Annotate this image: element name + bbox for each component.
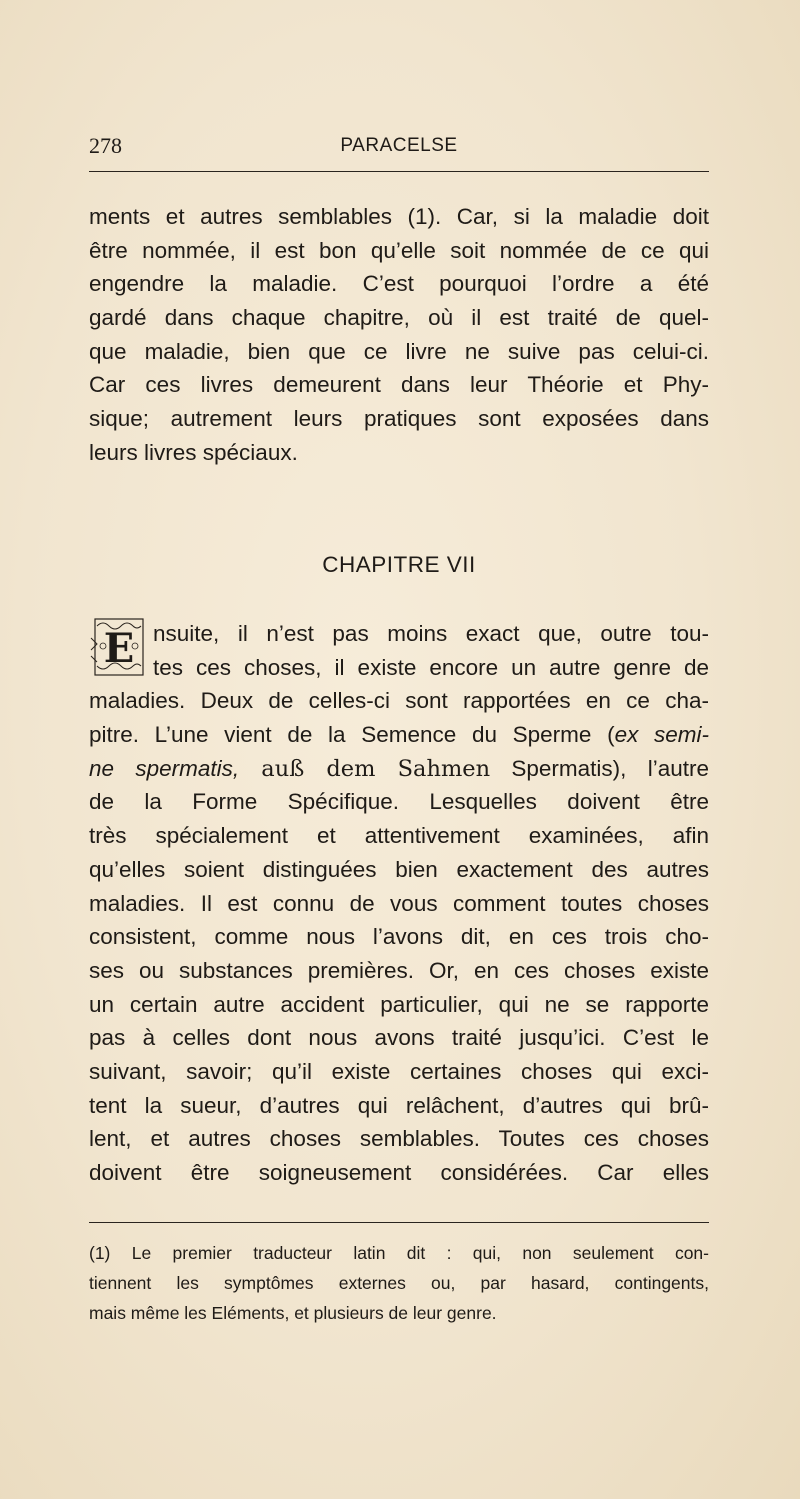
text-line: qu’elles soient distinguées bien exactement des autres <box>89 856 709 882</box>
running-title: PARACELSE <box>340 135 458 156</box>
text-line: sique; autrement leurs pratiques sont exposées dans <box>89 406 709 432</box>
page-number: 278 <box>89 133 122 158</box>
text-line: pas à celles dont nous avons traité jusqu’ici. C’est le <box>89 1025 709 1051</box>
drop-cap-letter: E <box>103 625 135 672</box>
text-line: Car ces livres demeurent dans leur Théorie et Phy- <box>89 372 709 398</box>
text-line: lent, et autres choses semblables. Toutes ces choses <box>89 1126 709 1152</box>
header-rule <box>89 171 709 172</box>
latin-italic-segment: ne spermatis, <box>89 755 240 781</box>
latin-italic-segment: ex semi- <box>614 722 710 748</box>
text-line: gardé dans chaque chapitre, où il est traité de quel- <box>89 305 709 331</box>
text-line: doivent être soigneusement considérées. Car elles <box>89 1160 709 1185</box>
footnote-line: tiennent les symptômes externes ou, par hasard, contingents, <box>89 1273 709 1293</box>
german-fraktur-segment: auß dem Sahmen <box>239 755 491 782</box>
footnote-line: mais même les Eléments, et plusieurs de leur genre. <box>89 1303 497 1323</box>
text-line: maladies. Deux de celles-ci sont rapportées en ce cha- <box>89 688 709 714</box>
text-line: consistent, comme nous l’avons dit, en ces trois cho- <box>89 924 709 950</box>
text-line: leurs livres spéciaux. <box>89 439 298 465</box>
paragraph-1 <box>89 200 709 470</box>
text-line: être nommée, il est bon qu’elle soit nommée de ce qui <box>89 237 709 263</box>
text-line: tent la sueur, d’autres qui relâchent, d’autres qui brû- <box>89 1092 709 1118</box>
text-line: maladies. Il est connu de vous comment toutes choses <box>89 890 709 916</box>
text-line <box>89 718 709 752</box>
text-line: tes ces choses, il existe encore un autre genre de <box>153 654 709 680</box>
text-line: nsuite, il n’est pas moins exact que, outre tou- <box>153 621 709 646</box>
text-line: ses ou substances premières. Or, en ces choses existe <box>89 957 709 983</box>
text-line: engendre la maladie. C’est pourquoi l’ordre a été <box>89 271 709 297</box>
text-line: un certain autre accident particulier, qui ne se rapporte <box>89 991 709 1017</box>
text-line: que maladie, bien que ce livre ne suive pas celui-ci. <box>89 338 709 364</box>
text-line: ments et autres semblables (1). Car, si la maladie doit <box>89 204 709 229</box>
text-segment: pitre. L’une vient de la Semence du Sperme ( <box>89 722 615 748</box>
text-line: très spécialement et attentivement examinées, afin <box>89 823 709 849</box>
footnote <box>89 1238 709 1328</box>
text-segment: Spermatis), l’autre <box>490 755 709 781</box>
page-header <box>89 133 709 173</box>
text-line: de la Forme Spécifique. Lesquelles doivent être <box>89 789 709 815</box>
text-line <box>89 752 709 786</box>
chapter-title: CHAPITRE VII <box>322 552 476 577</box>
footnote-rule <box>89 1222 709 1223</box>
text-line: suivant, savoir; qu’il existe certaines choses qui exci- <box>89 1058 709 1084</box>
paragraph-2 <box>89 617 709 1190</box>
footnote-line: (1) Le premier traducteur latin dit : qui, non seulement con- <box>89 1243 709 1263</box>
